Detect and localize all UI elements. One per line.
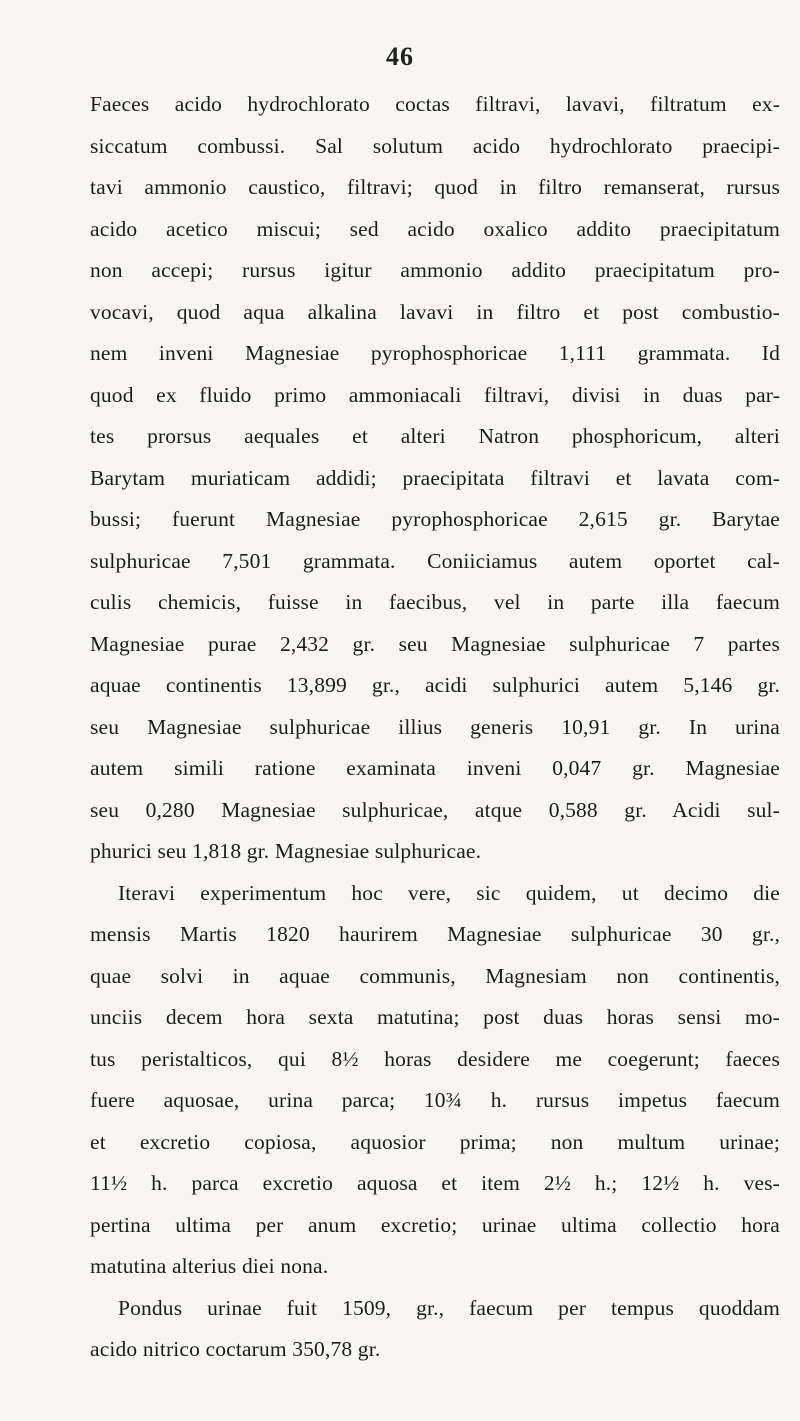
text-line: acido acetico miscui; sed acido oxalico addito praecipitatum <box>90 216 780 241</box>
text-line: sulphuricae 7,501 grammata. Coniiciamus autem oportet cal- <box>90 548 780 573</box>
page-number: 46 <box>386 42 414 71</box>
text-line: quod ex fluido primo ammoniacali filtravi, divisi in duas par- <box>90 382 780 407</box>
text-line: 11½ h. parca excretio aquosa et item 2½ h.; 12½ h. ves- <box>90 1171 780 1195</box>
text-line: Faeces acido hydrochlorato coctas filtravi, lavavi, filtratum ex- <box>90 92 780 116</box>
text-line: phurici seu 1,818 gr. Magnesiae sulphuricae. <box>90 839 482 863</box>
body-text <box>90 84 780 1371</box>
text-line: unciis decem hora sexta matutina; post duas horas sensi mo- <box>90 1005 780 1029</box>
text-line: tavi ammonio caustico, filtravi; quod in filtro remanserat, rursus <box>90 175 780 199</box>
text-line: Barytam muriaticam addidi; praecipitata filtravi et lavata com- <box>90 465 780 490</box>
text-line: et excretio copiosa, aquosior prima; non multum urinae; <box>90 1129 780 1154</box>
text-line: seu Magnesiae sulphuricae illius generis 10,91 gr. In urina <box>90 714 780 739</box>
text-line: vocavi, quod aqua alkalina lavavi in filtro et post combustio- <box>90 299 780 324</box>
text-line: aquae continentis 13,899 gr., acidi sulphurici autem 5,146 gr. <box>90 673 780 697</box>
text-line: mensis Martis 1820 haurirem Magnesiae sulphuricae 30 gr., <box>90 922 780 946</box>
text-line: Pondus urinae fuit 1509, gr., faecum per tempus quoddam <box>118 1295 780 1320</box>
text-line: matutina alterius diei nona. <box>90 1254 329 1278</box>
text-line: tes prorsus aequales et alteri Natron phosphoricum, alteri <box>90 424 780 448</box>
text-line: culis chemicis, fuisse in faecibus, vel in parte illa faecum <box>90 590 780 614</box>
text-line: tus peristalticos, qui 8½ horas desidere me coegerunt; faeces <box>90 1046 780 1071</box>
text-line: bussi; fuerunt Magnesiae pyrophosphoricae 2,615 gr. Barytae <box>90 507 780 531</box>
text-line: autem simili ratione examinata inveni 0,047 gr. Magnesiae <box>90 756 780 780</box>
text-line: Magnesiae purae 2,432 gr. seu Magnesiae sulphuricae 7 partes <box>90 631 780 656</box>
text-line: pertina ultima per anum excretio; urinae ultima collectio hora <box>90 1212 780 1237</box>
text-line: non accepi; rursus igitur ammonio addito praecipitatum pro- <box>90 258 780 282</box>
text-line: fuere aquosae, urina parca; 10¾ h. rursus impetus faecum <box>90 1088 780 1112</box>
text-line: quae solvi in aquae communis, Magnesiam non continentis, <box>90 963 780 988</box>
text-line: nem inveni Magnesiae pyrophosphoricae 1,111 grammata. Id <box>90 341 780 365</box>
text-line: siccatum combussi. Sal solutum acido hydrochlorato praecipi- <box>90 133 780 158</box>
text-line: seu 0,280 Magnesiae sulphuricae, atque 0,588 gr. Acidi sul- <box>90 797 780 822</box>
text-line: Iteravi experimentum hoc vere, sic quidem, ut decimo die <box>118 880 780 905</box>
text-line: acido nitrico coctarum 350,78 gr. <box>90 1337 381 1361</box>
